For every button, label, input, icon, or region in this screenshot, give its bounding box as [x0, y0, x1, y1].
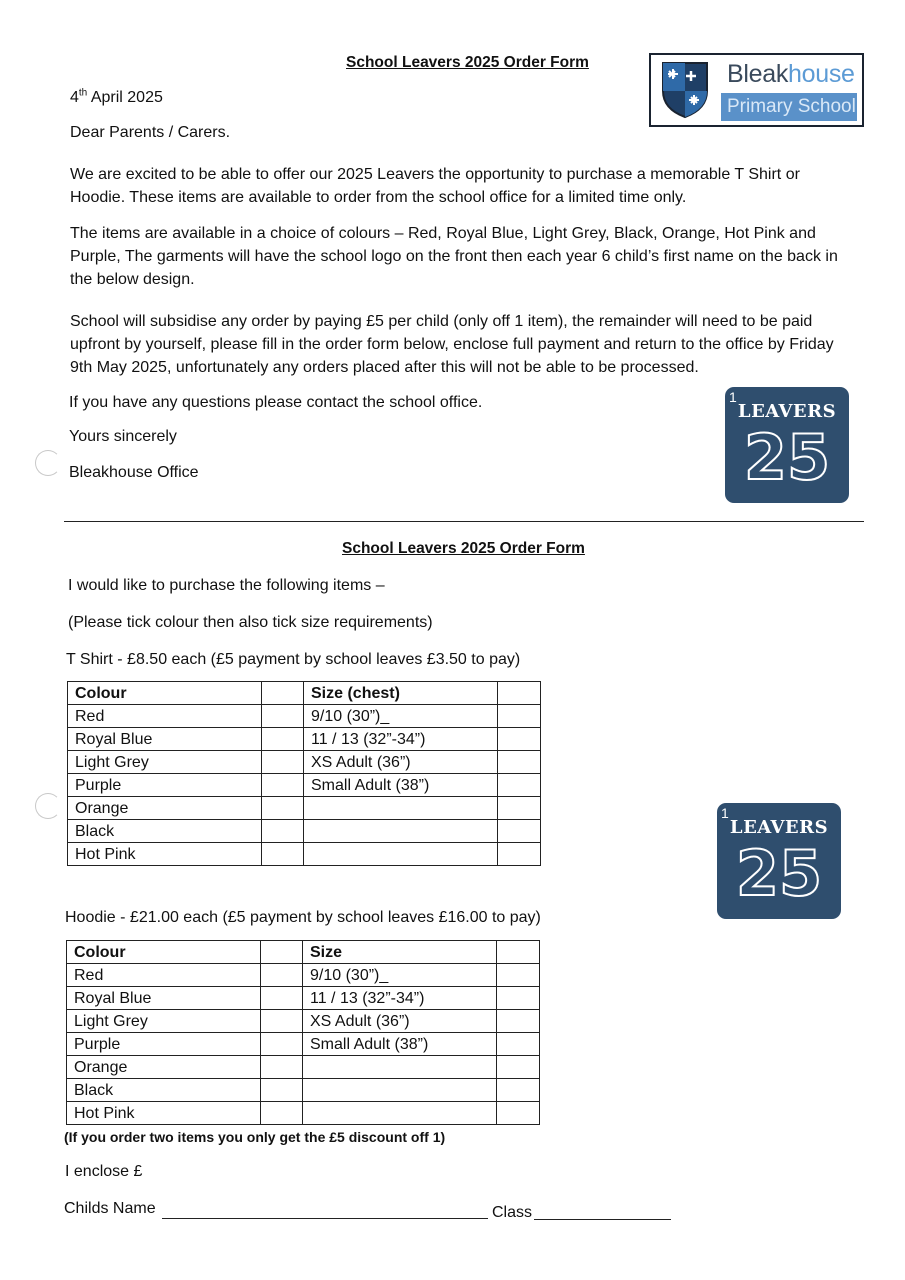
size-label: Small Adult (38”) [304, 774, 498, 797]
badge-number: 1 [721, 805, 729, 821]
size-tick-box[interactable] [497, 987, 540, 1010]
logo-school-name: Bleakhouse [727, 60, 855, 88]
colour-tick-box[interactable] [261, 964, 303, 987]
size-tick-header [498, 682, 541, 705]
order-intro: I would like to purchase the following items – [68, 577, 385, 594]
size-label: Small Adult (38”) [303, 1033, 497, 1056]
crest-icon [661, 61, 709, 119]
table-row [67, 1033, 540, 1056]
order-form-title: School Leavers 2025 Order Form [342, 540, 585, 557]
size-label [304, 843, 498, 866]
punch-hole [35, 450, 61, 476]
colour-tick-box[interactable] [261, 1033, 303, 1056]
colour-label: Royal Blue [68, 728, 262, 751]
letter-closing: Yours sincerely [69, 428, 177, 445]
tshirt-order-table [67, 681, 541, 866]
leavers-badge [725, 387, 849, 503]
letter-paragraph-3: School will subsidise any order by paying £5 per child (only off 1 item), the remainder will need to be paid upfront by yourself, please fill in the order form below, enclose full payment and return to the office by Friday 9th May 2025, unfortunately any orders placed after this will not be able to be processed. [70, 313, 834, 376]
table-row [68, 843, 541, 866]
page-title: School Leavers 2025 Order Form [346, 54, 589, 71]
hoodie-order-table [66, 940, 540, 1125]
size-tick-box[interactable] [497, 1010, 540, 1033]
letter-salutation: Dear Parents / Carers. [70, 124, 231, 141]
colour-tick-box[interactable] [262, 728, 304, 751]
colour-label: Purple [67, 1033, 261, 1056]
colour-tick-box[interactable] [262, 797, 304, 820]
colour-label: Light Grey [67, 1010, 261, 1033]
badge-year: 25 [743, 421, 831, 494]
size-label [304, 820, 498, 843]
colour-tick-box[interactable] [262, 774, 304, 797]
letter-paragraph-4: If you have any questions please contact the school office. [69, 394, 483, 411]
table-row [68, 705, 541, 728]
table-row [67, 1010, 540, 1033]
size-label [303, 1056, 497, 1079]
colour-label: Black [68, 820, 262, 843]
cut-line [64, 521, 864, 522]
colour-label: Red [68, 705, 262, 728]
child-name-field[interactable] [162, 1218, 488, 1219]
size-label: 9/10 (30”)_ [304, 705, 498, 728]
size-tick-box[interactable] [498, 774, 541, 797]
size-header: Size [303, 941, 497, 964]
table-header-row [68, 682, 541, 705]
class-field[interactable] [534, 1219, 671, 1220]
table-row [67, 1102, 540, 1125]
colour-header: Colour [67, 941, 261, 964]
badge-year: 25 [735, 837, 823, 910]
size-tick-box[interactable] [498, 820, 541, 843]
letter-signature: Bleakhouse Office [69, 464, 199, 481]
size-tick-box[interactable] [497, 964, 540, 987]
table-header-row [67, 941, 540, 964]
colour-label: Hot Pink [67, 1102, 261, 1125]
table-row [68, 774, 541, 797]
colour-label: Orange [68, 797, 262, 820]
badge-word: LEAVERS [737, 401, 837, 422]
size-label: 11 / 13 (32”-34”) [303, 987, 497, 1010]
letter-paragraph-1: We are excited to be able to offer our 2025 Leavers the opportunity to purchase a memorable T Shirt or Hoodie. These items are available to order from the school office for a limited time only. [70, 166, 800, 206]
size-tick-header [497, 941, 540, 964]
colour-header: Colour [68, 682, 262, 705]
punch-hole [35, 793, 61, 819]
leavers-badge [717, 803, 841, 919]
colour-tick-box[interactable] [262, 751, 304, 774]
letter-paragraph-2: The items are available in a choice of colours – Red, Royal Blue, Light Grey, Black, Orange, Hot Pink and Purple, The garments will have the school logo on the front then each year 6 child’s first name on the back in the below design. [70, 225, 838, 288]
colour-label: Light Grey [68, 751, 262, 774]
badge-word: LEAVERS [729, 817, 829, 838]
colour-tick-box[interactable] [261, 1102, 303, 1125]
colour-tick-box[interactable] [261, 1010, 303, 1033]
table-row [67, 1079, 540, 1102]
size-tick-box[interactable] [498, 728, 541, 751]
size-tick-box[interactable] [498, 843, 541, 866]
table-row [68, 797, 541, 820]
colour-label: Hot Pink [68, 843, 262, 866]
colour-label: Red [67, 964, 261, 987]
badge-number: 1 [729, 389, 737, 405]
tshirt-heading: T Shirt - £8.50 each (£5 payment by school leaves £3.50 to pay) [66, 651, 521, 668]
size-tick-box[interactable] [497, 1056, 540, 1079]
size-label: XS Adult (36”) [304, 751, 498, 774]
colour-tick-box[interactable] [262, 820, 304, 843]
size-label [304, 797, 498, 820]
size-label: 11 / 13 (32”-34”) [304, 728, 498, 751]
size-label [303, 1102, 497, 1125]
table-row [67, 987, 540, 1010]
logo-subtitle: Primary School [721, 93, 857, 121]
colour-tick-header [261, 941, 303, 964]
colour-tick-header [262, 682, 304, 705]
order-instruction: (Please tick colour then also tick size requirements) [68, 614, 433, 631]
table-row [67, 964, 540, 987]
letter-date: 4th April 2025 [70, 87, 163, 106]
child-name-label: Childs Name [64, 1200, 156, 1217]
table-row [68, 728, 541, 751]
colour-tick-box[interactable] [262, 705, 304, 728]
hoodie-heading: Hoodie - £21.00 each (£5 payment by school leaves £16.00 to pay) [65, 909, 541, 926]
size-tick-box[interactable] [498, 751, 541, 774]
enclose-label: I enclose £ [65, 1163, 143, 1180]
colour-tick-box[interactable] [261, 1056, 303, 1079]
table-row [68, 751, 541, 774]
size-header: Size (chest) [304, 682, 498, 705]
size-tick-box[interactable] [498, 797, 541, 820]
colour-label: Royal Blue [67, 987, 261, 1010]
class-label: Class [492, 1204, 533, 1221]
school-logo [649, 53, 864, 127]
colour-tick-box[interactable] [261, 987, 303, 1010]
size-tick-box[interactable] [497, 1033, 540, 1056]
colour-tick-box[interactable] [262, 843, 304, 866]
size-label: XS Adult (36”) [303, 1010, 497, 1033]
size-tick-box[interactable] [497, 1102, 540, 1125]
colour-label: Purple [68, 774, 262, 797]
discount-note: (If you order two items you only get the £5 discount off 1) [64, 1129, 446, 1145]
colour-label: Orange [67, 1056, 261, 1079]
table-row [67, 1056, 540, 1079]
size-tick-box[interactable] [497, 1079, 540, 1102]
colour-label: Black [67, 1079, 261, 1102]
size-label [303, 1079, 497, 1102]
size-tick-box[interactable] [498, 705, 541, 728]
size-label: 9/10 (30”)_ [303, 964, 497, 987]
table-row [68, 820, 541, 843]
colour-tick-box[interactable] [261, 1079, 303, 1102]
